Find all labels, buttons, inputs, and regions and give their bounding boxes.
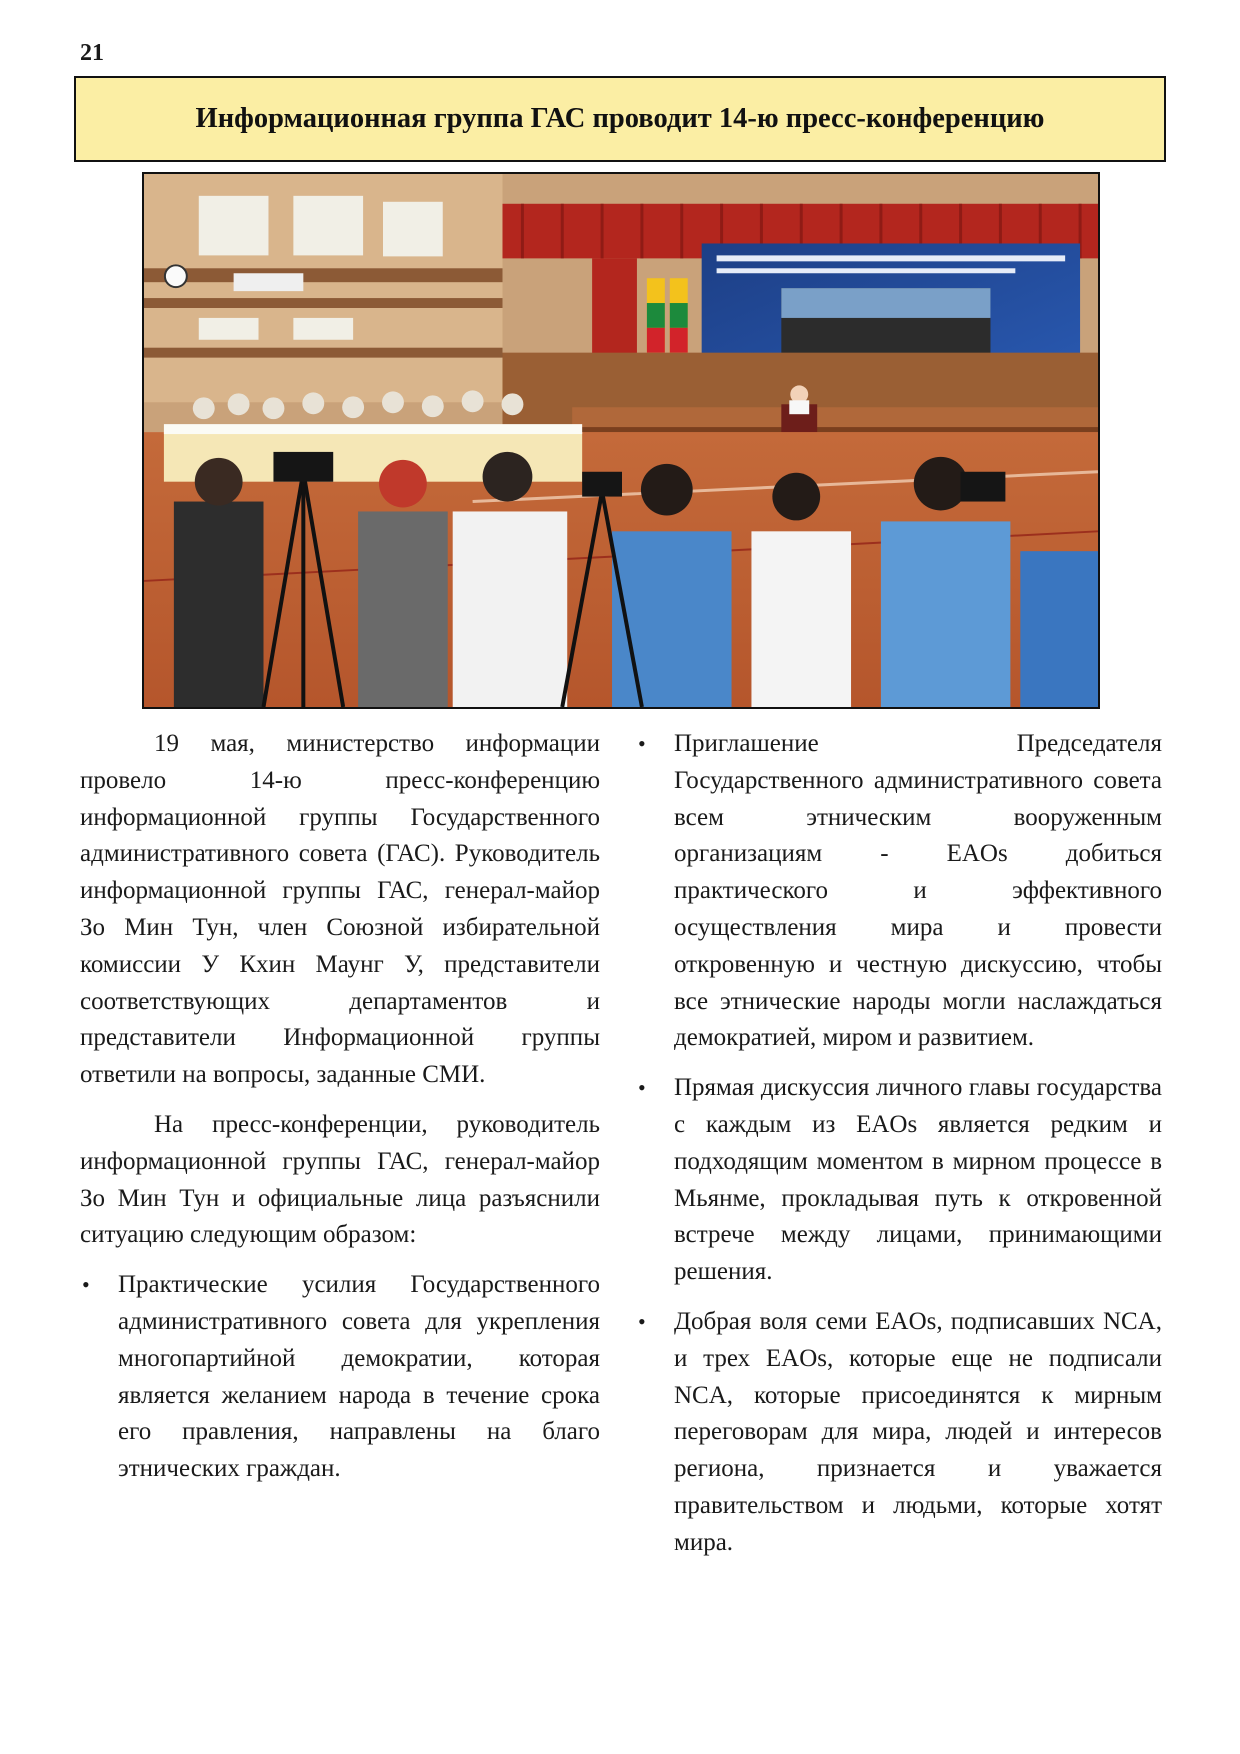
left-column	[80, 726, 600, 1501]
list-item	[80, 1267, 600, 1488]
photo-illustration	[144, 174, 1098, 707]
list-item-text: Прямая дискуссия личного главы государства с каждым из EAOs является редким и подходящим моментом в мирном процессе в Мьянме, прокладывая путь к откровенной встрече между лицами, принимающими решения.	[674, 1074, 1162, 1286]
bullet-icon: •	[638, 1075, 646, 1101]
right-column	[636, 726, 1162, 1575]
list-item	[636, 1070, 1162, 1291]
article-title: Информационная группа ГАС проводит 14-ю пресс-конференцию	[195, 103, 1045, 134]
list-item	[636, 1304, 1162, 1562]
paragraph: На пресс-конференции, руководитель информационной группы ГАС, генерал-майор Зо Мин Тун и официальные лица разъяснили ситуацию следующим образом:	[80, 1110, 600, 1249]
bullet-list	[80, 1267, 600, 1488]
bullet-icon: •	[82, 1272, 90, 1298]
bullet-icon: •	[638, 1308, 646, 1334]
press-conference-photo	[142, 172, 1100, 709]
list-item-text: Добрая воля семи EAOs, подписавших NCA, и трех EAOs, которые еще не подписали NCA, которые присоединятся к мирным переговорам для мира, людей и интересов региона, признается и уважается правительством и людьми, которые хотят мира.	[674, 1307, 1162, 1556]
bullet-icon: •	[638, 731, 646, 756]
list-item	[636, 726, 1162, 1057]
list-item-text: Практические усилия Государственного административного совета для укрепления многопартийной демократии, которая является желанием народа в течение срока его правления, направлены на благо этнических граждан.	[118, 1271, 600, 1483]
paragraph: 19 мая, министерство информации провело 14-ю пресс-конференцию информационной группы Государственного административного совета (ГАС). Руководитель информационной группы ГАС, генерал-майор Зо Мин Тун, член Союзной избирательной комиссии У Кхин Маунг У, представители соответствующих департаментов и представители Информационной группы ответили на вопросы, заданные СМИ.	[80, 730, 600, 1089]
bullet-list	[636, 726, 1162, 1562]
page-number: 21	[80, 40, 104, 66]
title-box	[74, 76, 1166, 162]
list-item-text: Приглашение Председателя Государственного административного совета всем этническим вооруженным организациям - EAOs добиться практического и эффективного осуществления мира и провести откровенную и честную дискуссию, чтобы все этнические народы могли наслаждаться демократией, миром и развитием.	[674, 730, 1162, 1052]
